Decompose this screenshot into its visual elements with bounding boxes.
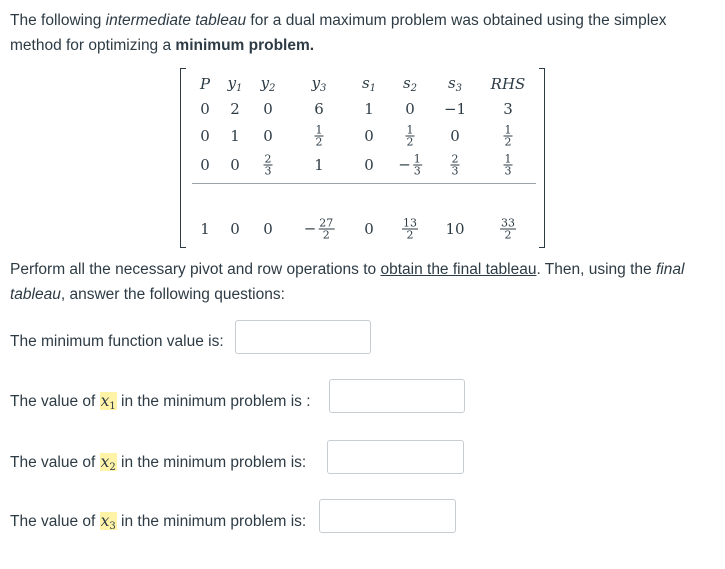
tableau-cell: $\frac{33}{2}$ [501, 216, 515, 242]
tableau-cell: 0 [230, 220, 240, 238]
instructions-paragraph [10, 257, 715, 307]
question-x1-label: The value of $x_1$ in the minimum problem is : [10, 392, 311, 412]
question-x3-label: The value of $x_3$ in the minimum problem is: [10, 512, 307, 532]
x2-variable: $x_2$ [100, 453, 116, 473]
tableau-header-rhs: RHS [490, 75, 526, 93]
tableau-cell: 2 [230, 100, 240, 118]
tableau-cell: $\frac{2}{3}$ [451, 152, 459, 178]
question-min-label: The minimum function value is: [10, 333, 224, 350]
tableau-cell: $\frac{1}{2}$ [504, 123, 512, 149]
tableau-cell: 10 [445, 220, 465, 238]
tableau-cell: 0 [200, 127, 210, 145]
tableau-cell: 1 [364, 100, 374, 118]
tableau-cell: 0 [450, 127, 460, 145]
tableau-separator-line [192, 183, 536, 184]
tableau-cell: 1 [200, 220, 210, 238]
tableau-cell: 0 [200, 100, 210, 118]
question-x2-label: The value of $x_2$ in the minimum problem is: [10, 453, 307, 473]
tableau-header-y3: $y_3$ [311, 74, 327, 94]
tableau-header-s1: $s_1$ [361, 74, 377, 94]
instructions-text-a: Perform all the necessary pivot and row operations to [10, 261, 381, 278]
tableau-cell: 0 [405, 100, 415, 118]
x3-variable: $x_3$ [100, 512, 116, 532]
tableau-header-p: P [199, 75, 211, 93]
intro-text-2: for a dual maximum problem was obtained using the simplex method for optimizing a [10, 12, 667, 54]
tableau-cell: $\frac{2}{3}$ [264, 152, 272, 178]
tableau-cell: − $\frac{27}{2}$ [303, 216, 334, 242]
tableau-cell: 0 [263, 127, 273, 145]
tableau-cell: 0 [200, 156, 210, 174]
tableau-cell: 0 [364, 220, 374, 238]
intro-paragraph [10, 8, 715, 58]
intro-emphasis: intermediate tableau [105, 12, 247, 29]
min-value-input[interactable] [235, 320, 371, 354]
intro-bold: minimum problem. [175, 37, 315, 54]
tableau-cell: 0 [230, 156, 240, 174]
tableau-cell: $\frac{1}{2}$ [315, 123, 323, 149]
x2-value-input[interactable] [327, 440, 464, 474]
x3-value-input[interactable] [319, 499, 456, 533]
tableau-cell: 1 [314, 156, 324, 174]
left-bracket [180, 68, 186, 248]
intro-text-1: The following [10, 12, 106, 29]
final-tableau-link[interactable]: obtain the final tableau [380, 261, 537, 278]
tableau-header-y2: $y_2$ [260, 74, 276, 94]
tableau-cell: 0 [364, 156, 374, 174]
tableau-cell: 0 [263, 100, 273, 118]
tableau-cell: − $\frac{1}{3}$ [398, 152, 421, 178]
tableau-cell: 0 [364, 127, 374, 145]
instructions-text-b: . Then, using the final tableau, answer the following questions: [10, 261, 685, 303]
tableau-cell: 1 [230, 127, 240, 145]
tableau-cell: $\frac{1}{2}$ [406, 123, 414, 149]
tableau-cell: −1 [443, 100, 467, 118]
x1-value-input[interactable] [329, 379, 465, 413]
right-bracket [539, 68, 545, 248]
tableau-cell: $\frac{1}{3}$ [504, 152, 512, 178]
tableau-matrix [180, 68, 545, 248]
x1-variable: $x_1$ [100, 392, 116, 412]
tableau-header-s3: $s_3$ [447, 74, 463, 94]
tableau-header-y1: $y_1$ [227, 74, 243, 94]
tableau-cell: 3 [503, 100, 513, 118]
tableau-cell: $\frac{13}{2}$ [403, 216, 417, 242]
tableau-cell: 6 [314, 100, 324, 118]
tableau-header-s2: $s_2$ [402, 74, 418, 94]
final-emphasis: final [655, 261, 685, 278]
tableau-cell: 0 [263, 220, 273, 238]
